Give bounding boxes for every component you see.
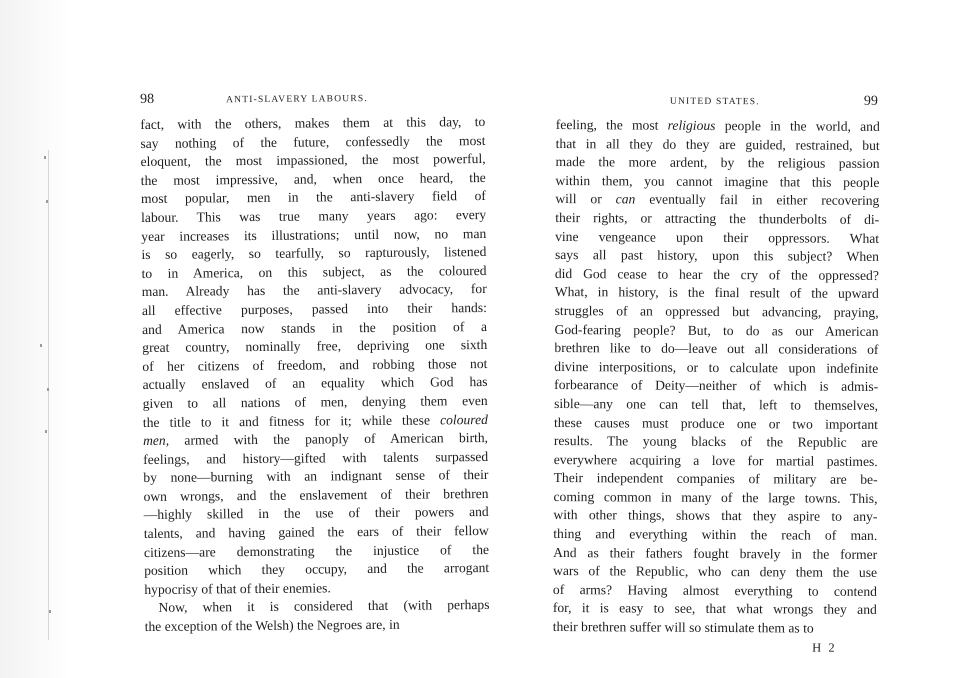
text-line: man. Already has the anti-slavery advocacy, for	[141, 281, 487, 300]
left-page-header	[140, 89, 485, 114]
text-line: everywhere acquiring a love for martial pastimes.	[553, 451, 878, 469]
text-line: did God cease to hear the cry of the oppressed?	[554, 265, 879, 283]
text-line: their brethren suffer will so stimulate them as to	[552, 619, 814, 636]
text-line: will or can eventually fail in either recovering	[555, 191, 880, 209]
text-line: labour. This was true many years ago: every	[141, 206, 487, 225]
text-line: What, in history, is the final result of the upward	[554, 284, 879, 302]
scan-speck	[49, 610, 51, 613]
right-page-number: 99	[863, 93, 878, 109]
scan-speck	[44, 156, 46, 159]
text-line: Their independent companies of military are be-	[553, 470, 878, 488]
text-line: actually enslaved of an equality which God has	[142, 374, 488, 393]
left-page-number: 98	[140, 91, 155, 107]
left-page	[140, 89, 490, 637]
text-line: these causes must produce one or two important	[553, 414, 879, 432]
text-line: thing and everything within the reach of man.	[553, 526, 878, 544]
signature-mark: H 2	[812, 640, 837, 655]
text-line: results. The young blacks of the Republic are	[553, 433, 878, 451]
page-edge-shadow	[0, 0, 70, 678]
text-line: brethren like to do—leave out all considerations of	[554, 340, 879, 358]
right-running-head: UNITED STATES.	[669, 96, 760, 108]
text-line: citizens—are demonstrating the injustice of the	[143, 541, 490, 560]
scan-speck	[40, 344, 42, 347]
text-line: wars of the Republic, who can deny them the use	[553, 563, 878, 581]
scan-speck	[46, 200, 48, 203]
text-line: feelings, and history—gifted with talents surpassed	[143, 448, 489, 467]
text-line: by none—burning with an indignant sense of their	[143, 467, 489, 486]
text-line: men, armed with the panoply of American birth,	[142, 430, 489, 449]
text-line: says all past history, upon this subject? When	[554, 247, 880, 265]
text-line: the exception of the Welsh) the Negroes are, in	[144, 616, 400, 635]
text-line: within them, you cannot imagine that this people	[555, 172, 880, 190]
text-line: made the more ardent, by the religious passion	[555, 154, 880, 172]
text-line: their rights, or attracting the thunderbolts of di-	[555, 209, 880, 227]
text-line: —highly skilled in the use of their powers and	[143, 504, 489, 523]
text-line: that in all they do they are guided, restrained, but	[555, 135, 880, 153]
text-line: given to all nations of men, denying them even	[142, 392, 488, 411]
text-line: And as their fathers fought bravely in the former	[553, 544, 878, 562]
text-line: great country, nominally free, depriving one sixth	[142, 337, 488, 356]
text-line: divine interpositions, or to calculate upon indefinite	[554, 358, 879, 376]
binding-edge	[48, 150, 49, 640]
left-running-head: ANTI-SLAVERY LABOURS.	[226, 94, 368, 106]
left-page-body	[140, 113, 490, 637]
text-line: and America now stands in the position of a	[142, 318, 488, 337]
text-line: own wrongs, and the enslavement of their brethren	[143, 485, 489, 504]
right-page-body	[553, 116, 880, 639]
text-line: Now, when it is considered that (with perhaps	[158, 597, 490, 616]
text-line: fact, with the others, makes them at this day, to	[140, 113, 486, 132]
text-line: God-fearing people? But, to do as our American	[554, 321, 879, 339]
right-page	[553, 92, 880, 659]
text-line: coming common in many of the large towns. This,	[553, 488, 878, 506]
text-line: most popular, men in the anti-slavery field of	[140, 188, 486, 207]
text-line: vine vengeance upon their oppressors. What	[555, 228, 880, 246]
scan-speck	[45, 430, 47, 433]
text-line: forbearance of Deity—neither of which is admis-	[554, 377, 879, 395]
text-line: sible—any one can tell that, left to themselves,	[554, 395, 879, 413]
text-line: of her citizens of freedom, and robbing those not	[142, 355, 488, 374]
text-line: feeling, the most religious people in the world, and	[555, 116, 880, 134]
text-line: with other things, shows that they aspire to any-	[553, 507, 878, 525]
right-page-header	[556, 92, 880, 116]
text-line: position which they occupy, and the arrogant	[144, 560, 490, 579]
text-line: the title to it and fitness for it; while these coloured	[142, 411, 488, 430]
text-line: all effective purposes, passed into their hands:	[141, 299, 487, 318]
text-line: of arms? Having almost everything to contend	[552, 581, 878, 599]
text-line: year increases its illustrations; until now, no man	[141, 225, 487, 244]
text-line: the most impressive, and, when once heard, the	[140, 169, 486, 188]
text-line: hypocrisy of that of their enemies.	[144, 580, 331, 597]
text-line: eloquent, the most impassioned, the most powerful,	[140, 151, 486, 170]
text-line: for, it is easy to see, that what wrongs they and	[552, 600, 877, 618]
text-line: say nothing of the future, confessedly the most	[140, 132, 486, 151]
scan-speck	[47, 388, 49, 391]
text-line: to in America, on this subject, as the coloured	[141, 262, 487, 281]
text-line: struggles of an oppressed but advancing, praying,	[554, 302, 879, 320]
text-line: is so eagerly, so tearfully, so rapturously, listened	[141, 244, 487, 263]
text-line: talents, and having gained the ears of their fellow	[143, 523, 489, 542]
